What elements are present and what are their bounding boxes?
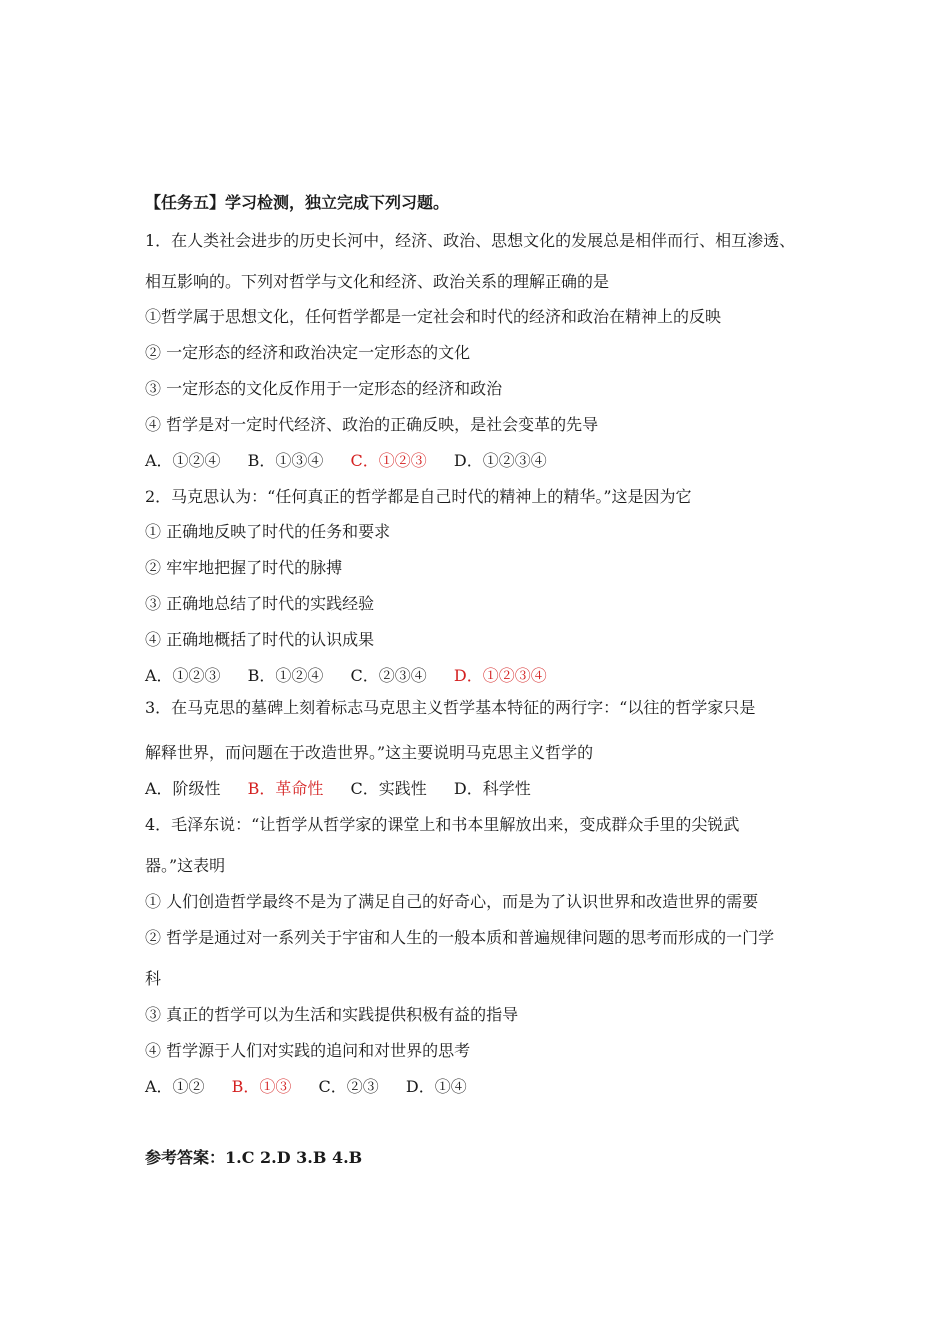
q1-statement-4: ④ 哲学是对一定时代经济、政治的正确反映，是社会变革的先导 (145, 415, 599, 434)
q2-options (145, 666, 835, 686)
q2-statement-4: ④ 正确地概括了时代的认识成果 (145, 630, 375, 649)
q3-option-a: A．阶级性 (145, 779, 221, 798)
q2-statement-1: ① 正确地反映了时代的任务和要求 (145, 522, 391, 541)
q4-statement-2-cont: 科 (145, 969, 162, 988)
q1-statement-1: ①哲学属于思想文化，任何哲学都是一定社会和时代的经济和政治在精神上的反映 (145, 307, 722, 326)
q1-stem-line-1: 1．在人类社会进步的历史长河中，经济、政治、思想文化的发展总是相伴而行、相互渗透、 (145, 231, 796, 250)
q1-option-c-correct: C．①②③ (350, 451, 427, 470)
q1-options (145, 451, 835, 471)
q3-option-c: C．实践性 (350, 779, 427, 798)
q3-stem-line-1: 3．在马克思的墓碑上刻着标志马克思主义哲学基本特征的两行字：“以往的哲学家只是 (145, 698, 756, 717)
answer-key: 参考答案：1.C 2.D 3.B 4.B (145, 1148, 363, 1167)
q2-statement-2: ② 牢牢地把握了时代的脉搏 (145, 558, 343, 577)
q4-statement-2: ② 哲学是通过对一系列关于宇宙和人生的一般本质和普遍规律问题的思考而形成的一门学 (145, 928, 775, 947)
q4-statement-4: ④ 哲学源于人们对实践的追问和对世界的思考 (145, 1041, 471, 1060)
q1-stem-line-2: 相互影响的。下列对哲学与文化和经济、政治关系的理解正确的是 (145, 272, 610, 291)
q1-statement-2: ② 一定形态的经济和政治决定一定形态的文化 (145, 343, 471, 362)
q1-option-d: D．①②③④ (453, 451, 547, 470)
q1-statement-3: ③ 一定形态的文化反作用于一定形态的经济和政治 (145, 379, 503, 398)
q2-option-b: B．①②④ (247, 666, 324, 685)
q4-option-b-correct: B．①③ (231, 1077, 292, 1096)
q2-option-a: A．①②③ (145, 666, 221, 685)
task-heading: 【任务五】学习检测，独立完成下列习题。 (145, 193, 450, 212)
q4-statement-3: ③ 真正的哲学可以为生活和实践提供积极有益的指导 (145, 1005, 519, 1024)
q1-option-a: A．①②④ (145, 451, 221, 470)
q3-option-b-correct: B．革命性 (247, 779, 324, 798)
q4-stem-line-2: 器。”这表明 (145, 856, 226, 875)
q2-option-c: C．②③④ (350, 666, 427, 685)
q3-option-d: D．科学性 (453, 779, 531, 798)
q4-option-d: D．①④ (405, 1077, 467, 1096)
q2-statement-3: ③ 正确地总结了时代的实践经验 (145, 594, 375, 613)
q3-options (145, 779, 835, 799)
q4-option-a: A．①② (145, 1077, 205, 1096)
q3-stem-line-2: 解释世界，而问题在于改造世界。”这主要说明马克思主义哲学的 (145, 743, 594, 762)
q1-option-b: B．①③④ (247, 451, 324, 470)
q2-option-d-correct: D．①②③④ (453, 666, 547, 685)
q4-option-c: C．②③ (318, 1077, 379, 1096)
q4-stem-line-1: 4．毛泽东说：“让哲学从哲学家的课堂上和书本里解放出来，变成群众手里的尖锐武 (145, 815, 740, 834)
q2-stem-line-1: 2．马克思认为：“任何真正的哲学都是自己时代的精神上的精华。”这是因为它 (145, 487, 692, 506)
q4-options (145, 1077, 835, 1097)
q4-statement-1: ① 人们创造哲学最终不是为了满足自己的好奇心，而是为了认识世界和改造世界的需要 (145, 892, 759, 911)
